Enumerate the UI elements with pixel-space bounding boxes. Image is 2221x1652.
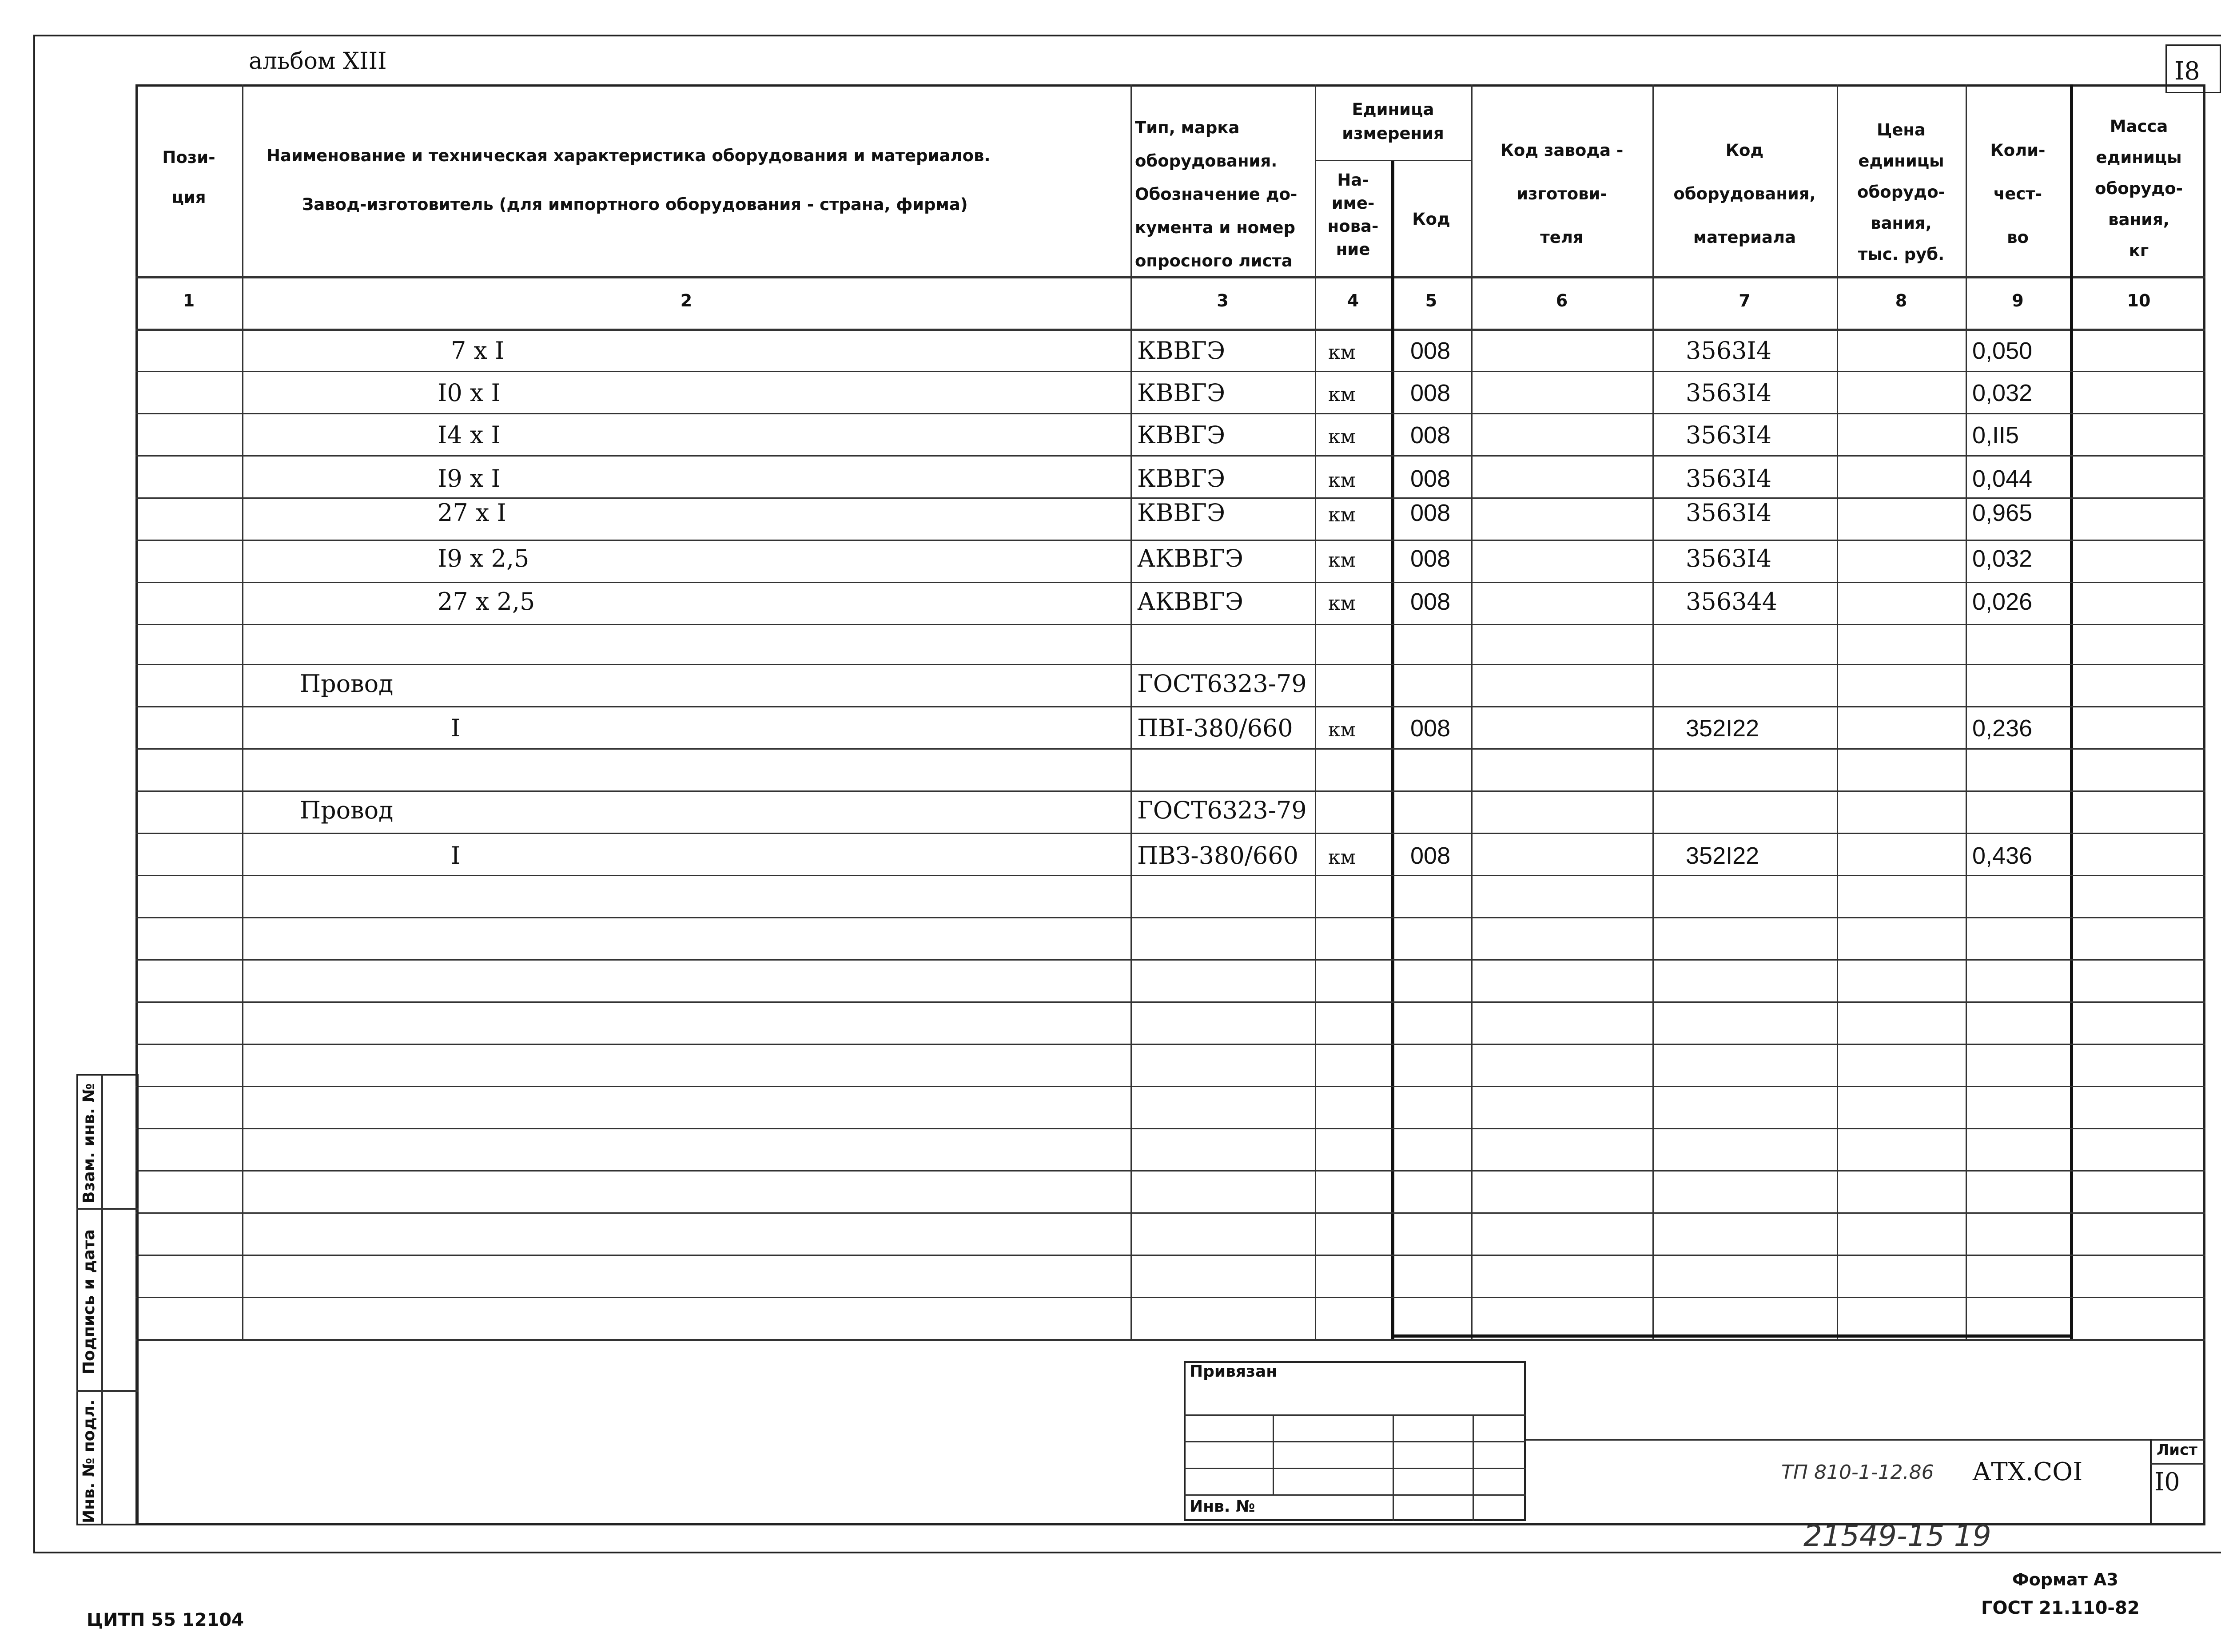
col-line-6 — [1652, 84, 1654, 1341]
header-col3-line1: Тип, марка — [1135, 118, 1240, 137]
header-col1-line2: ция — [171, 188, 206, 207]
row-equip-code: 3563I4 — [1686, 337, 1772, 365]
side-stamp-divider — [101, 1074, 103, 1525]
header-col7-line3: материала — [1693, 228, 1796, 247]
row-qty: 0,044 — [1972, 465, 2033, 492]
header-col3-line4: кумента и номер — [1135, 218, 1296, 237]
header-col3 — [1135, 111, 1313, 278]
sheet-box-line — [2150, 1463, 2205, 1465]
row-qty: 0,050 — [1972, 338, 2033, 364]
row-line — [135, 624, 2205, 625]
col-line-2 — [1130, 84, 1132, 1341]
colnum-2: 2 — [680, 291, 693, 310]
col-line-3 — [1315, 84, 1316, 1341]
header-col9 — [1966, 129, 2070, 259]
doc-number: ТП 810-1-12.86 — [1781, 1461, 1934, 1484]
row-line — [135, 1170, 2205, 1171]
row-line — [135, 706, 2205, 707]
header-col10 — [2072, 111, 2205, 266]
header-col10-line5: кг — [2129, 241, 2149, 260]
corner-page-number: I8 — [2174, 57, 2200, 86]
row-code: 008 — [1410, 588, 1451, 615]
row-unit: км — [1328, 592, 1356, 615]
row-equip-code: 3563I4 — [1686, 465, 1772, 492]
row-equip-code: 356344 — [1686, 588, 1778, 616]
row-qty: 0,236 — [1972, 715, 2033, 742]
gost-label: ГОСТ 21.110-82 — [1981, 1598, 2140, 1618]
side-stamp-sep — [76, 1208, 139, 1210]
row-type: КВВГЭ — [1137, 379, 1226, 407]
header-col10-line2: единицы — [2096, 148, 2182, 167]
row-line — [135, 875, 2205, 876]
sheet-number: I0 — [2154, 1468, 2180, 1497]
header-col2-line1: Наименование и техническая характеристика оборудования и материалов. — [267, 146, 991, 165]
row-line — [135, 1297, 2205, 1298]
doc-code: АТХ.COI — [1972, 1457, 2083, 1486]
row-name: I9 х 2,5 — [438, 544, 529, 572]
header-col3-line2: оборудования. — [1135, 151, 1278, 171]
header-col10-line3: оборудо- — [2095, 179, 2183, 198]
table-bottom-line — [135, 1339, 2205, 1341]
row-equip-code: 3563I4 — [1686, 379, 1772, 407]
row-code: 008 — [1410, 465, 1451, 492]
row-equip-code: 3563I4 — [1686, 544, 1772, 572]
privyazan-col — [1473, 1414, 1474, 1521]
row-line — [135, 582, 2205, 583]
header-col4-line2: име- — [1331, 194, 1375, 213]
col-line-5 — [1471, 84, 1473, 1341]
row-code: 008 — [1410, 338, 1451, 364]
row-line — [135, 790, 2205, 792]
row-unit: км — [1328, 549, 1356, 572]
row-equip-code: 3563I4 — [1686, 499, 1772, 527]
row-unit: км — [1328, 846, 1356, 869]
col-line-7 — [1837, 84, 1838, 1341]
privyazan-label: Привязан — [1190, 1362, 1278, 1381]
header-col7 — [1652, 129, 1837, 259]
row-unit: км — [1328, 383, 1356, 406]
header-col6-line1: Код завода - — [1500, 141, 1624, 160]
row-unit: км — [1328, 469, 1356, 492]
colnum-5: 5 — [1425, 291, 1437, 310]
colnum-6: 6 — [1556, 291, 1568, 310]
row-line — [135, 1086, 2205, 1087]
row-code: 008 — [1410, 715, 1451, 742]
header-col3-line5: опросного листа — [1135, 251, 1293, 270]
header-col4-line1: На- — [1337, 171, 1369, 190]
row-unit: км — [1328, 341, 1356, 364]
row-qty: 0,II5 — [1972, 422, 2019, 449]
privyazan-line — [1184, 1441, 1526, 1442]
row-name: I0 х I — [438, 379, 501, 407]
colnum-10: 10 — [2127, 291, 2151, 310]
album-title: альбом XIII — [249, 48, 387, 75]
colnum-3: 3 — [1217, 291, 1229, 310]
row-name: Провод — [300, 796, 394, 824]
row-type: КВВГЭ — [1137, 499, 1226, 527]
header-col10-line4: вания, — [2108, 210, 2169, 229]
row-equip-code: 3563I4 — [1686, 421, 1772, 449]
col-line-8 — [1966, 84, 1967, 1341]
row-qty: 0,436 — [1972, 842, 2033, 869]
colnum-4: 4 — [1347, 291, 1359, 310]
row-unit: км — [1328, 425, 1356, 448]
row-equip-code: 352I22 — [1686, 842, 1759, 869]
row-line — [135, 1255, 2205, 1256]
header-unit-line2: измерения — [1342, 124, 1444, 143]
row-type: КВВГЭ — [1137, 337, 1226, 365]
row-equip-code: 352I22 — [1686, 715, 1759, 742]
bold-box-bottom — [1391, 1334, 2073, 1338]
header-col1-line1: Пози- — [162, 148, 215, 167]
header-col8-line4: вания, — [1871, 214, 1932, 233]
row-line — [135, 371, 2205, 372]
row-code: 008 — [1410, 545, 1451, 572]
header-col10-line1: Масса — [2110, 117, 2168, 136]
row-qty: 0,965 — [1972, 500, 2033, 526]
header-col6-line3: теля — [1540, 228, 1584, 247]
privyazan-line — [1184, 1468, 1526, 1469]
header-col8-line2: единицы — [1858, 151, 1944, 171]
colnum-1: 1 — [183, 291, 195, 310]
side-stamp-podpis: Подпись и дата — [80, 1229, 98, 1374]
row-code: 008 — [1410, 842, 1451, 869]
header-col4 — [1315, 169, 1391, 261]
row-type: КВВГЭ — [1137, 465, 1226, 492]
row-name: I4 х I — [438, 421, 501, 449]
row-line — [135, 917, 2205, 918]
row-code: 008 — [1410, 380, 1451, 406]
header-col4-line4: ние — [1336, 240, 1370, 259]
row-type: АКВВГЭ — [1137, 588, 1244, 616]
header-col2-line2: Завод-изготовитель (для импортного оборудования - страна, фирма) — [302, 195, 968, 214]
header-unit-line1: Единица — [1352, 100, 1434, 119]
row-name: I — [451, 842, 461, 870]
header-col6 — [1471, 129, 1652, 259]
title-block-top — [1526, 1439, 2205, 1441]
privyazan-col — [1393, 1414, 1394, 1521]
row-name: 27 х I — [438, 499, 506, 527]
row-type: ГОСТ6323-79 — [1137, 670, 1307, 698]
row-name: 27 х 2,5 — [438, 588, 535, 616]
col-line-4 — [1391, 160, 1394, 1341]
header-col7-line1: Код — [1725, 141, 1764, 160]
printer-label: ЦИТП 55 12104 — [87, 1610, 244, 1630]
privyazan-line — [1184, 1494, 1526, 1496]
row-line — [135, 1128, 2205, 1129]
row-name: Провод — [300, 670, 394, 698]
privyazan-col — [1273, 1414, 1274, 1494]
row-line — [135, 540, 2205, 541]
row-name: I9 х I — [438, 465, 501, 492]
colnum-9: 9 — [2012, 291, 2024, 310]
row-name: 7 х I — [451, 337, 505, 365]
header-col1 — [135, 138, 242, 218]
header-col7-line2: оборудования, — [1673, 184, 1816, 203]
row-line — [135, 959, 2205, 961]
row-line — [135, 413, 2205, 414]
row-type: КВВГЭ — [1137, 421, 1226, 449]
header-col9-line2: чест- — [1993, 184, 2042, 203]
side-stamp-sep — [76, 1390, 139, 1392]
row-line — [135, 1212, 2205, 1214]
row-code: 008 — [1410, 422, 1451, 449]
row-type: ГОСТ6323-79 — [1137, 796, 1307, 824]
handwritten-note: 21549-15 19 — [1803, 1519, 1991, 1553]
col-line-9 — [2070, 84, 2073, 1341]
header-col9-line1: Коли- — [1990, 141, 2046, 160]
row-line — [135, 748, 2205, 750]
row-line — [135, 664, 2205, 665]
row-type: АКВВГЭ — [1137, 544, 1244, 572]
header-col8-line5: тыс. руб. — [1858, 245, 1945, 264]
row-line — [135, 1044, 2205, 1045]
row-name: I — [451, 714, 461, 742]
header-col8-line3: оборудо- — [1857, 183, 1945, 202]
header-col8 — [1837, 115, 1966, 270]
row-qty: 0,026 — [1972, 588, 2033, 615]
colnum-bottom-line — [135, 329, 2205, 331]
row-qty: 0,032 — [1972, 545, 2033, 572]
row-unit: км — [1328, 504, 1356, 526]
unit-group-line — [1315, 160, 1471, 161]
row-line — [135, 1001, 2205, 1003]
header-col9-line3: во — [2007, 228, 2029, 247]
header-col8-line1: Цена — [1877, 120, 1926, 139]
format-label: Формат А3 — [2012, 1570, 2118, 1589]
header-col3-line3: Обозначение до- — [1135, 185, 1298, 204]
row-line — [135, 833, 2205, 834]
header-unit-group — [1315, 98, 1471, 146]
sheet-label: Лист — [2157, 1441, 2197, 1459]
colnum-7: 7 — [1739, 291, 1751, 310]
header-col4-line3: нова- — [1327, 217, 1379, 236]
header-col6-line2: изготови- — [1516, 184, 1607, 203]
header-col2 — [267, 131, 1088, 229]
row-unit: км — [1328, 719, 1356, 741]
col-line-1 — [242, 84, 243, 1341]
side-stamp-inv: Инв. № подл. — [80, 1399, 98, 1523]
row-type: ПВI-380/660 — [1137, 714, 1293, 742]
colnum-8: 8 — [1895, 291, 1907, 310]
privyazan-line — [1184, 1414, 1526, 1416]
row-type: ПВЗ-380/660 — [1137, 842, 1298, 870]
side-stamp-vzam: Взам. инв. № — [80, 1083, 98, 1203]
row-line — [135, 455, 2205, 457]
header-col5: Код — [1412, 210, 1450, 229]
row-qty: 0,032 — [1972, 380, 2033, 406]
row-code: 008 — [1410, 500, 1451, 526]
inv-no-label: Инв. № — [1190, 1497, 1255, 1516]
